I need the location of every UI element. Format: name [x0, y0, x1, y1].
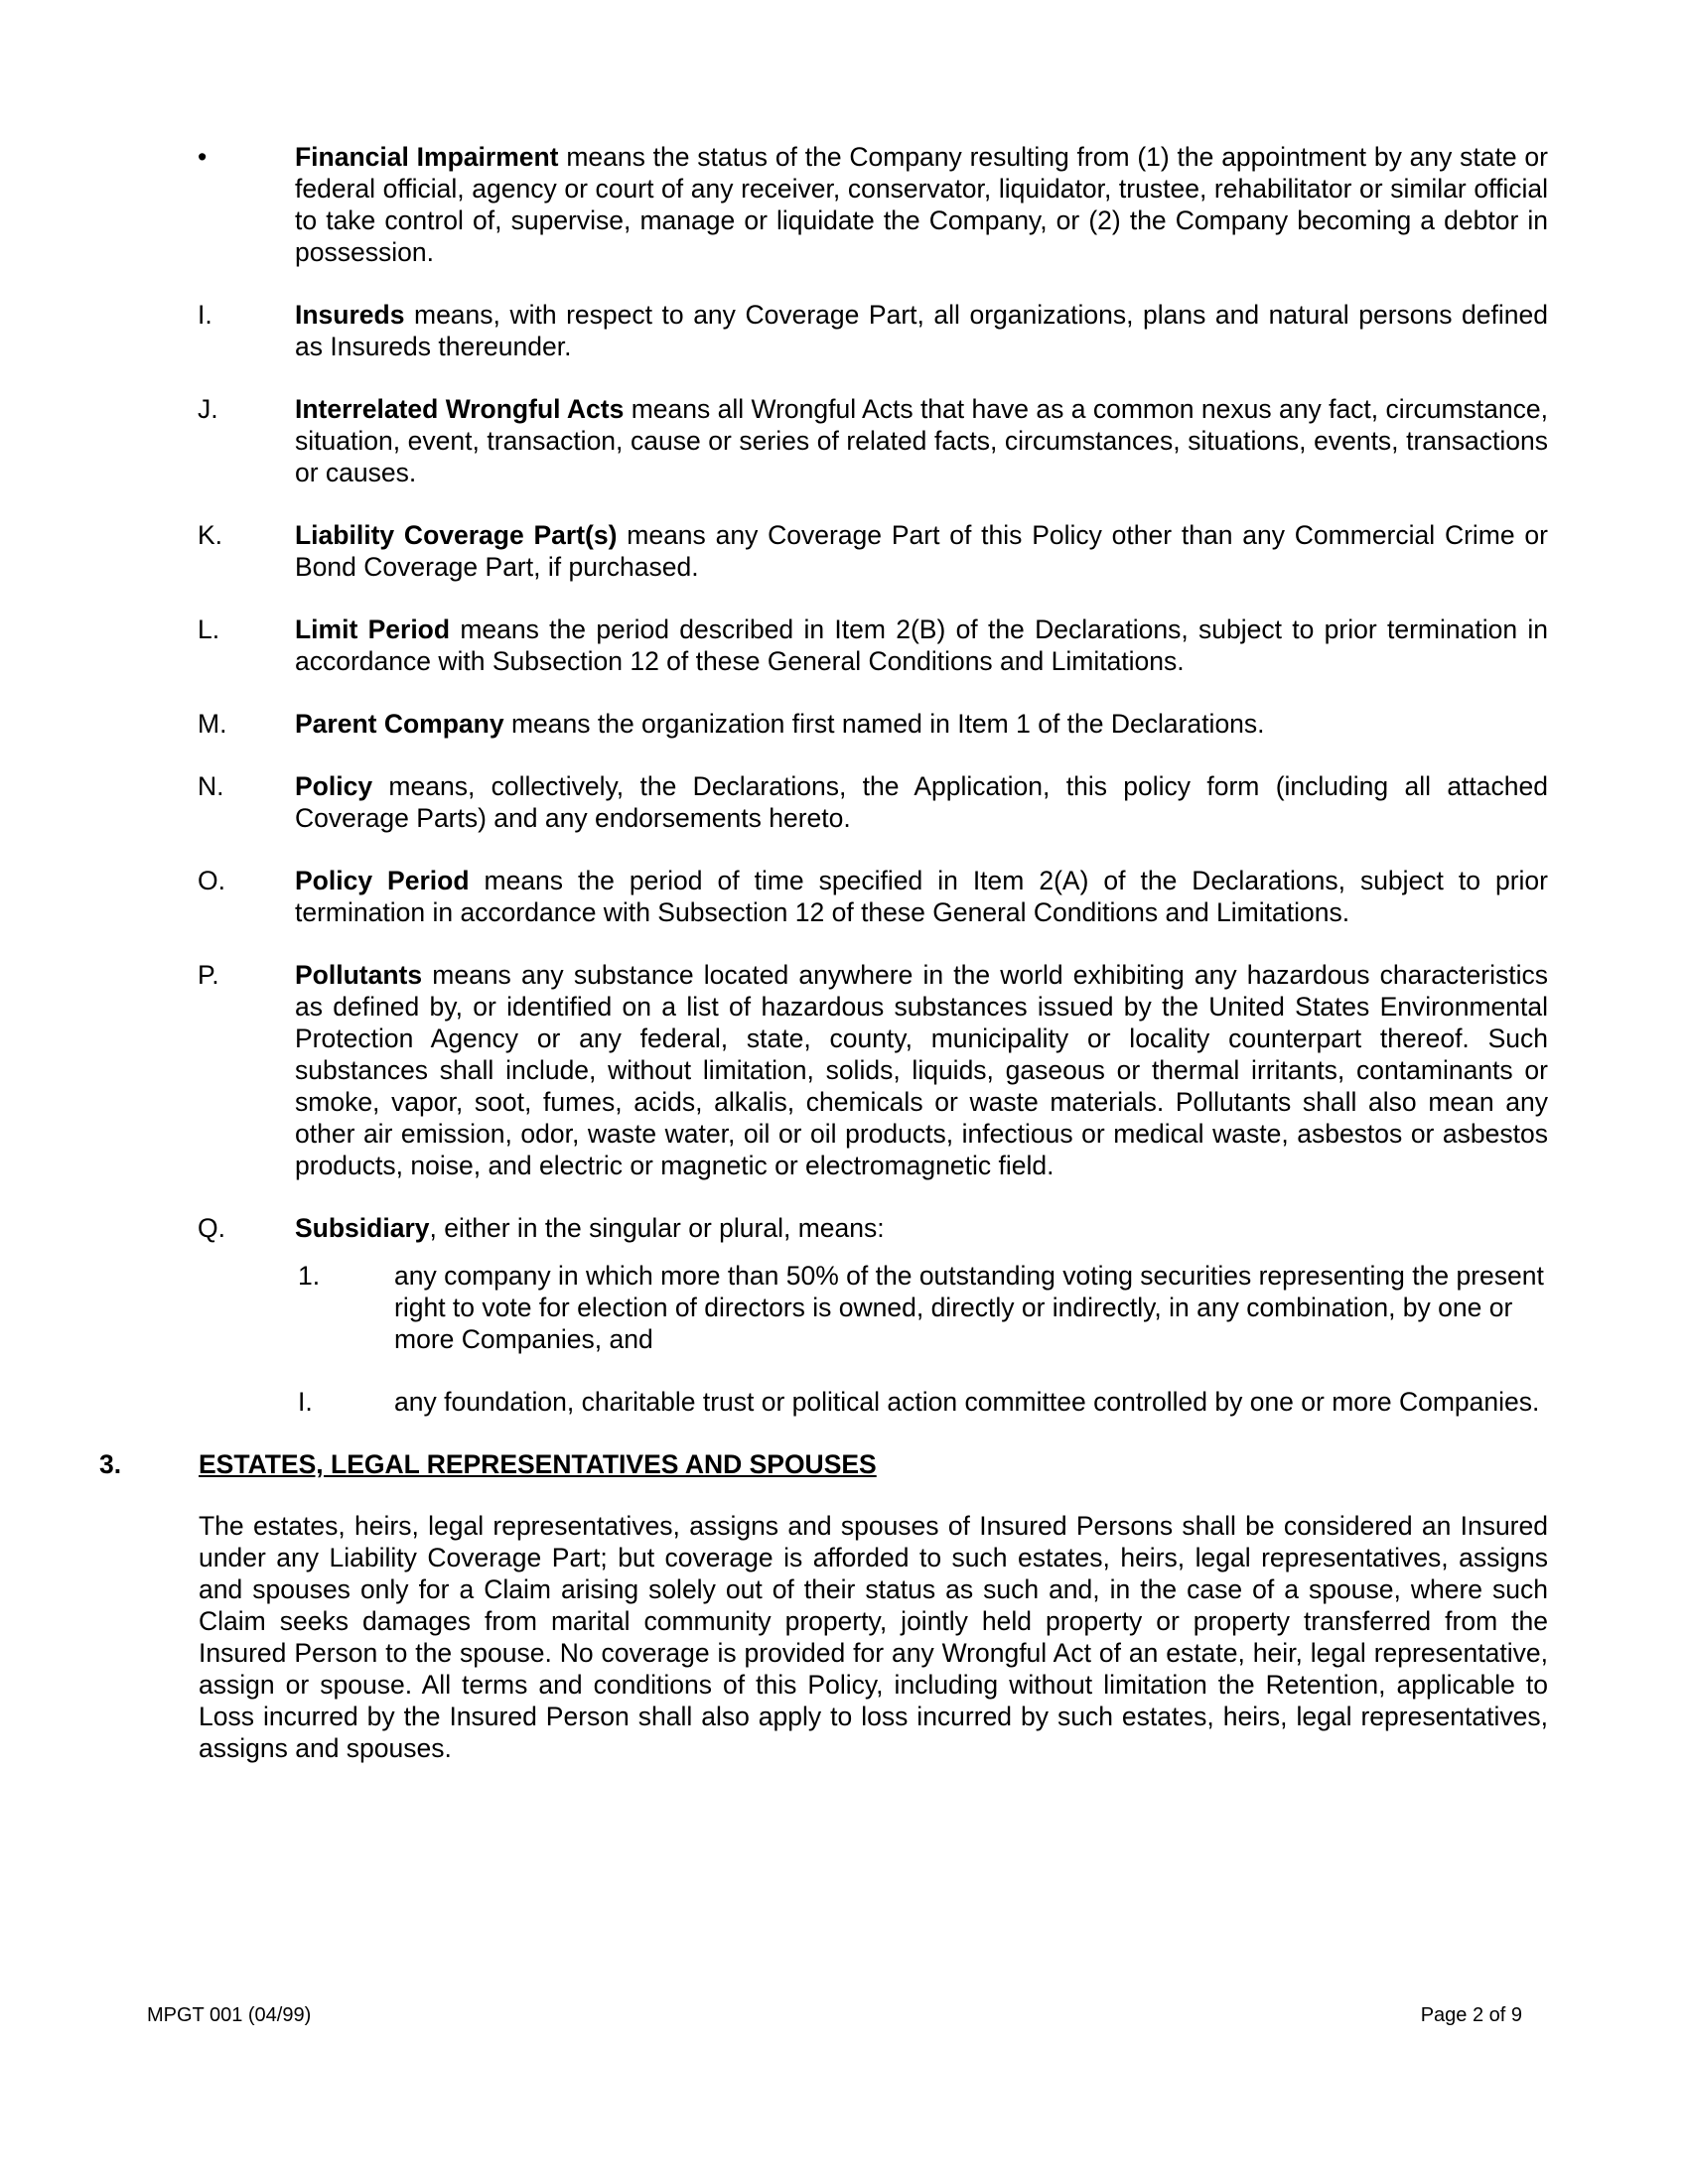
- definition-text: means the status of the Company resulting from (1) the appointment by any state or federal official, agency or court of any receiver, conservator, liquidator, trustee, rehabilitator or similar official to take control of, supervise, manage or liquidate the Company, or (2) the Company becoming a debtor in possession.: [295, 142, 1548, 267]
- form-id: MPGT 001 (04/99): [147, 2004, 312, 2026]
- definition-insureds: [198, 299, 1548, 362]
- definition-text: , either in the singular or plural, means:: [429, 1213, 885, 1243]
- definition-term: Pollutants: [295, 960, 423, 990]
- definition-marker: Q.: [198, 1213, 225, 1243]
- definition-text: means any Coverage Part of this Policy other than any Commercial Crime or Bond Coverage Part, if purchased.: [295, 520, 1548, 582]
- definition-term: Policy: [295, 771, 373, 801]
- definition-term: Interrelated Wrongful Acts: [295, 394, 625, 424]
- clause-marker: 1.: [298, 1261, 321, 1291]
- page-number: Page 2 of 9: [1420, 2004, 1522, 2026]
- definition-policy: [198, 770, 1548, 834]
- definition-liability-coverage-parts: [198, 519, 1548, 583]
- bullet-marker: •: [198, 142, 208, 172]
- definition-marker: I.: [198, 300, 212, 330]
- definition-parent-company: [198, 708, 1548, 740]
- definition-text: means the organization first named in Item 1 of the Declarations.: [503, 709, 1265, 739]
- definition-marker: N.: [198, 771, 224, 801]
- definition-text: means, collectively, the Declarations, the Application, this policy form (including all attached Coverage Parts) and any endorsements hereto.: [295, 771, 1548, 833]
- definition-marker: P.: [198, 960, 219, 990]
- clause-text: any company in which more than 50% of the outstanding voting securities representing the present right to vote for election of directors is owned, directly or indirectly, in any combination, by one or more Companies, and: [394, 1261, 1544, 1354]
- definition-subsidiary: [198, 1212, 1548, 1244]
- definition-marker: K.: [198, 520, 223, 550]
- subsidiary-clause-1: [298, 1260, 1546, 1355]
- definition-text: means the period of time specified in Item 2(A) of the Declarations, subject to prior termination in accordance with Subsection 12 of these General Conditions and Limitations.: [295, 866, 1548, 927]
- definition-interrelated-wrongful-acts: [198, 393, 1549, 488]
- section-number: 3.: [99, 1449, 122, 1479]
- definition-marker: L.: [198, 614, 220, 644]
- definition-term: Subsidiary: [295, 1213, 430, 1243]
- section-heading: [0, 1448, 1688, 1480]
- clause-text: any foundation, charitable trust or political action committee controlled by one or more Companies.: [394, 1387, 1540, 1417]
- definition-term: Liability Coverage Part(s): [295, 520, 618, 550]
- definition-pollutants: [198, 959, 1548, 1181]
- section-body: The estates, heirs, legal representatives, assigns and spouses of Insured Persons shall be considered an Insured under any Liability Coverage Part; but coverage is afforded to such estates, heirs, legal representatives, assigns and spouses only for a Claim arising solely out of their status as such and, in the case of a spouse, where such Claim seeks damages from marital community property, jointly held property or property transferred from the Insured Person to the spouse. No coverage is provided for any Wrongful Act of an estate, heir, legal representative, assign or spouse. All terms and conditions of this Policy, including without limitation the Retention, applicable to Loss incurred by the Insured Person shall also apply to loss incurred by such estates, heirs, legal representatives, assigns and spouses.: [199, 1511, 1548, 1763]
- definition-term: Parent Company: [295, 709, 504, 739]
- definition-marker: J.: [198, 394, 218, 424]
- subsidiary-clause-2: [298, 1386, 1546, 1418]
- definition-marker: M.: [198, 709, 227, 739]
- clause-marker: I.: [298, 1387, 313, 1417]
- definition-financial-impairment: [198, 141, 1548, 268]
- definition-term: Insureds: [295, 300, 405, 330]
- definition-text: means any substance located anywhere in the world exhibiting any hazardous characteristics as defined by, or identified on a list of hazardous substances issued by the United States Environmental Protection Agency or any federal, state, county, municipality or locality counterpart thereof. Such substances shall include, without limitation, solids, liquids, gaseous or thermal irritants, contaminants or smoke, vapor, soot, fumes, acids, alkalis, chemicals or waste materials. Pollutants shall also mean any other air emission, odor, waste water, oil or oil products, infectious or medical waste, asbestos or asbestos products, noise, and electric or magnetic or electromagnetic field.: [295, 960, 1548, 1180]
- definition-marker: O.: [198, 866, 225, 895]
- definition-text: means, with respect to any Coverage Part, all organizations, plans and natural persons defined as Insureds thereunder.: [295, 300, 1548, 361]
- definition-text: means all Wrongful Acts that have as a common nexus any fact, circumstance, situation, event, transaction, cause or series of related facts, circumstances, situations, events, transactions or causes.: [295, 394, 1549, 487]
- page-content: [0, 141, 1688, 1764]
- definition-policy-period: [198, 865, 1548, 928]
- definition-term: Policy Period: [295, 866, 470, 895]
- definition-term: Financial Impairment: [295, 142, 559, 172]
- section-title: ESTATES, LEGAL REPRESENTATIVES AND SPOUSES: [199, 1449, 877, 1479]
- definition-text: means the period described in Item 2(B) of the Declarations, subject to prior termination in accordance with Subsection 12 of these General Conditions and Limitations.: [295, 614, 1548, 676]
- definition-term: Limit Period: [295, 614, 451, 644]
- definition-limit-period: [198, 614, 1548, 677]
